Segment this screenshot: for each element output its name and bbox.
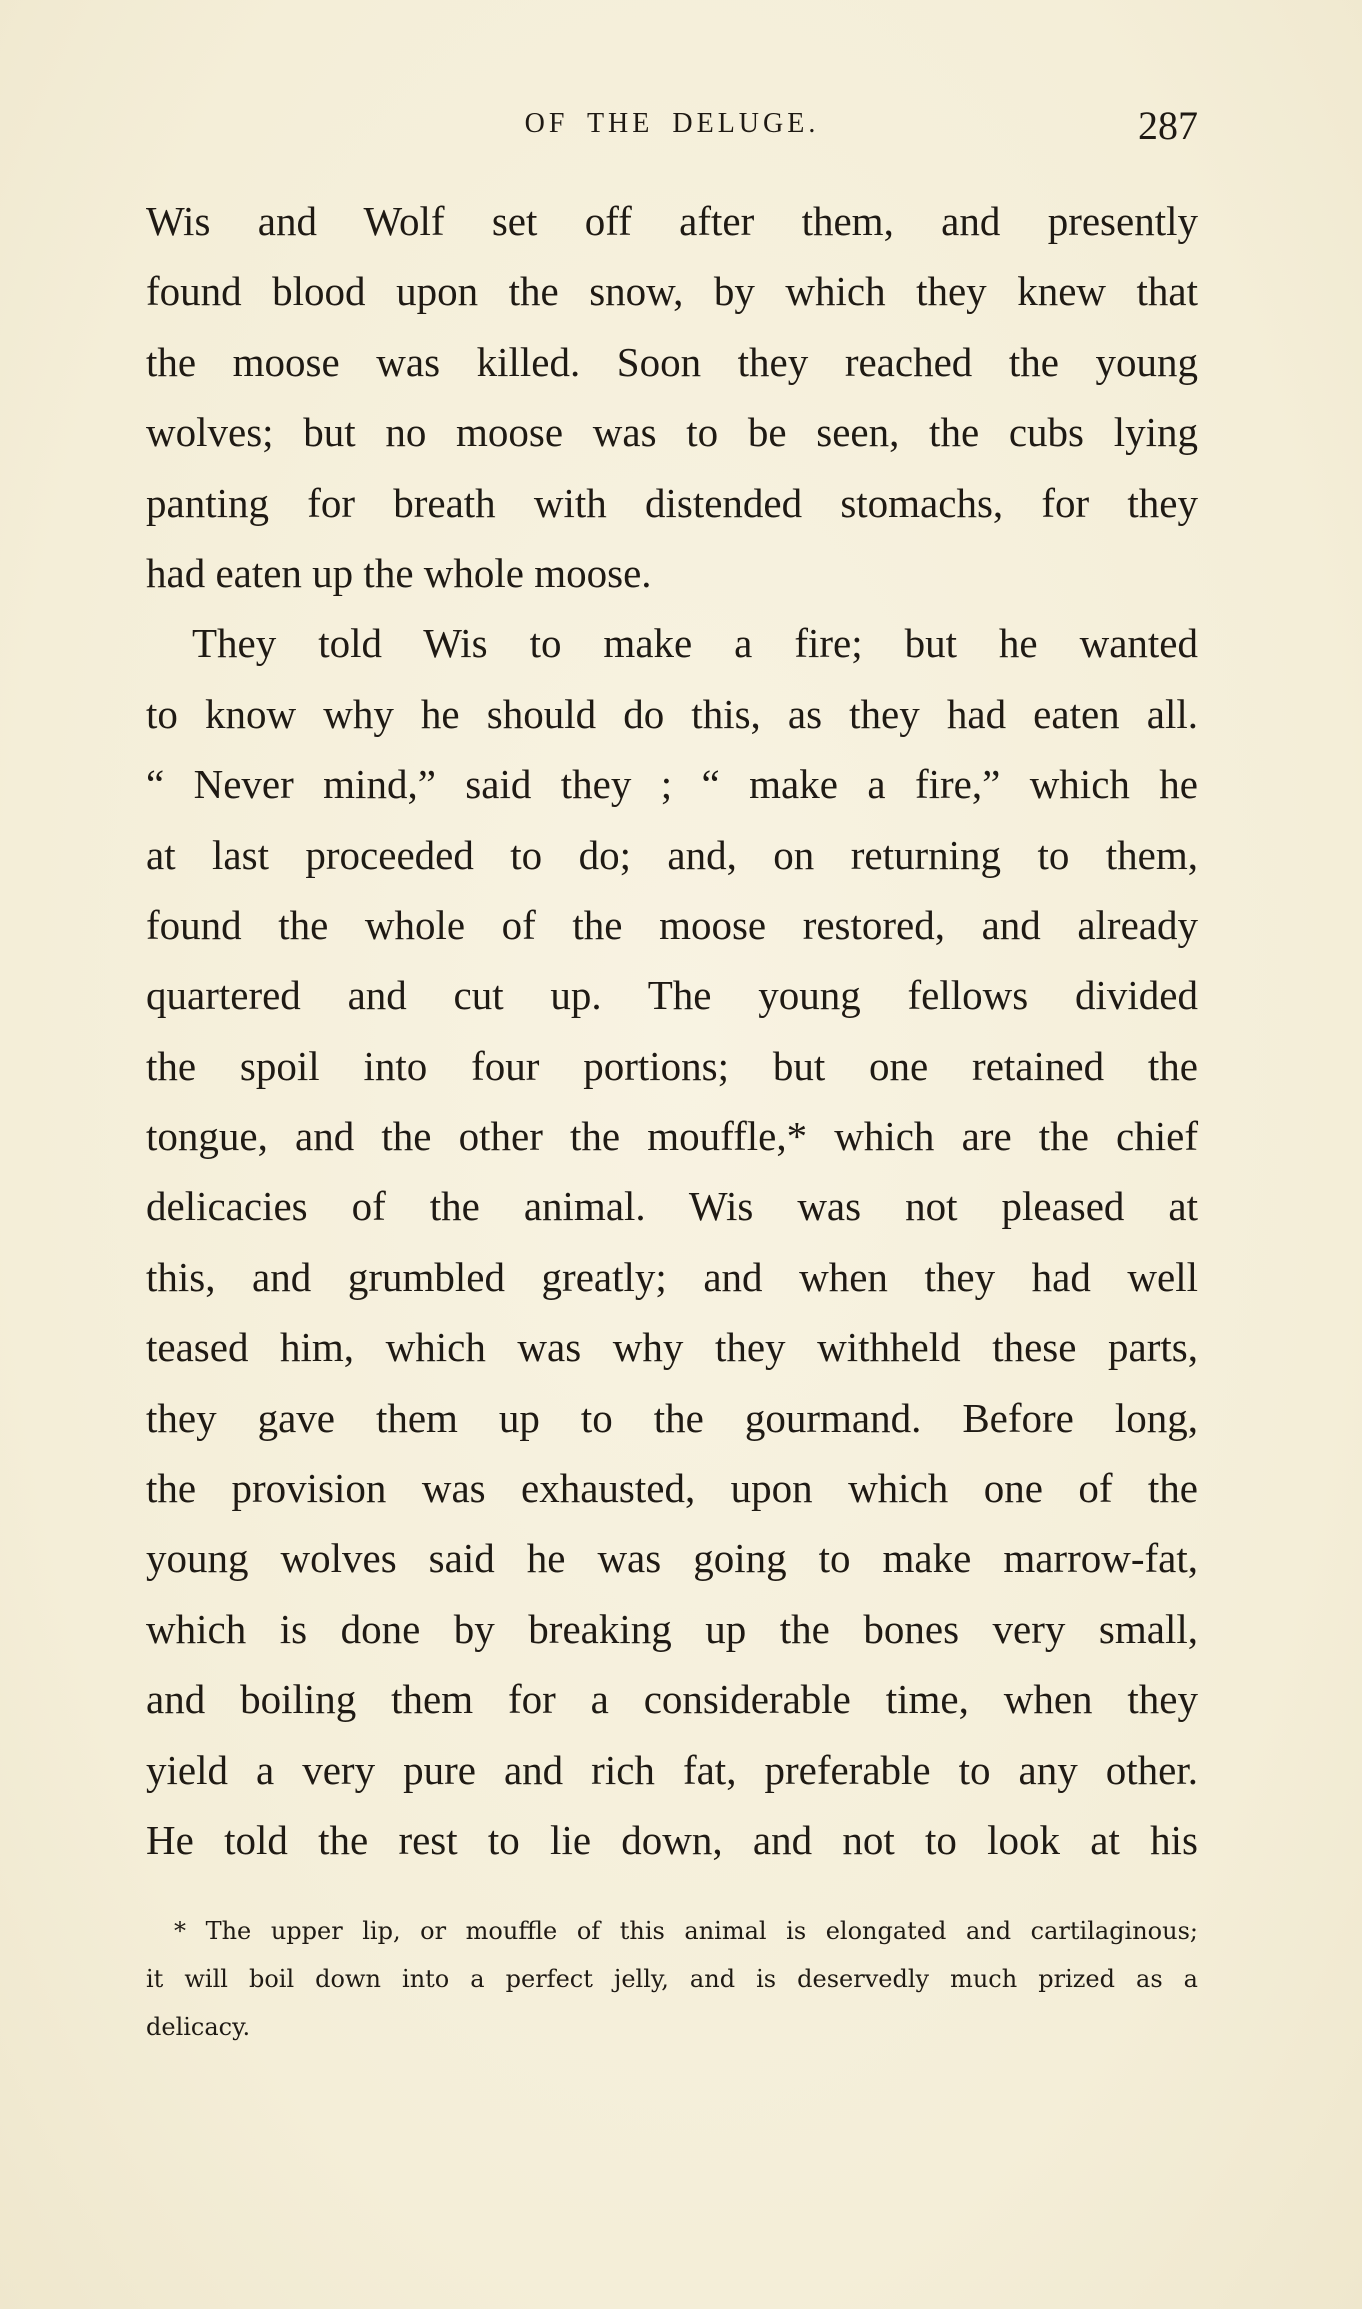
text-line: Wis and Wolf set off after them, and presently: [146, 198, 1198, 244]
text-line: yield a very pure and rich fat, preferable to any other.: [146, 1746, 1198, 1793]
text-line: found blood upon the snow, by which they knew that: [146, 268, 1198, 315]
text-line: had eaten up the whole moose.: [146, 549, 652, 596]
text-line: they gave them up to the gourmand. Before long,: [146, 1394, 1198, 1441]
running-title: OF THE DELUGE.: [524, 108, 820, 139]
text-line: young wolves said he was going to make marrow-fat,: [146, 1535, 1198, 1582]
footnote-line: it will boil down into a perfect jelly, and is deservedly much prized as a: [146, 1965, 1198, 1993]
text-line: quartered and cut up. The young fellows divided: [146, 972, 1198, 1019]
page-number: 287: [1138, 103, 1198, 148]
text-line: tongue, and the other the mouffle,* which are the chief: [146, 1113, 1198, 1160]
footnote: [146, 1907, 1198, 2051]
footnote-line: delicacy.: [146, 2013, 251, 2041]
text-line: teased him, which was why they withheld these parts,: [146, 1324, 1198, 1371]
footnote-line: * The upper lip, or mouffle of this animal is elongated and cartilaginous;: [174, 1917, 1198, 1945]
text-line: and boiling them for a considerable time, when they: [146, 1676, 1198, 1723]
text-line: the spoil into four portions; but one retained the: [146, 1042, 1198, 1089]
running-head: [146, 102, 1198, 152]
text-line: the provision was exhausted, upon which one of the: [146, 1465, 1198, 1512]
body-text: [146, 186, 1198, 1875]
text-line: panting for breath with distended stomachs, for they: [146, 479, 1198, 526]
text-line: “ Never mind,” said they ; “ make a fire,” which he: [146, 761, 1198, 808]
text-line: the moose was killed. Soon they reached the young: [146, 338, 1198, 385]
text-line: to know why he should do this, as they had eaten all.: [146, 690, 1198, 737]
text-line: He told the rest to lie down, and not to look at his: [146, 1816, 1198, 1863]
text-line: which is done by breaking up the bones very small,: [146, 1605, 1198, 1652]
text-line: wolves; but no moose was to be seen, the cubs lying: [146, 409, 1198, 456]
text-line: delicacies of the animal. Wis was not pleased at: [146, 1183, 1198, 1230]
text-line: this, and grumbled greatly; and when they had well: [146, 1253, 1198, 1300]
text-line: They told Wis to make a fire; but he wanted: [192, 620, 1198, 667]
text-line: at last proceeded to do; and, on returning to them,: [146, 831, 1198, 878]
text-line: found the whole of the moose restored, and already: [146, 901, 1198, 948]
